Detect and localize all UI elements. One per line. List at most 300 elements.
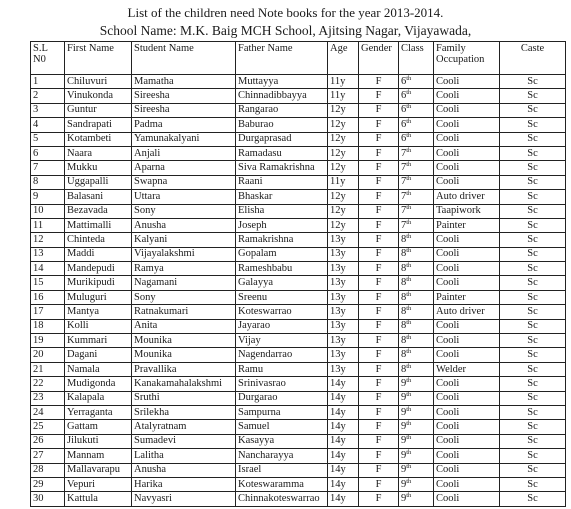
cell-family-occupation: Cooli [434, 233, 500, 247]
cell-caste: Sc [500, 233, 566, 247]
cell-caste: Sc [500, 118, 566, 132]
cell-student-name: Harika [132, 477, 236, 491]
table-row [31, 334, 566, 348]
header-caste: Caste [500, 42, 566, 75]
cell-class [399, 290, 434, 304]
cell-class [399, 75, 434, 89]
cell-father-name: Jayarao [236, 319, 328, 333]
header-father-name: Father Name [236, 42, 328, 75]
cell-father-name: Durgarao [236, 391, 328, 405]
class-suffix: th [406, 161, 412, 169]
class-number: 9 [401, 478, 407, 490]
cell-family-occupation: Cooli [434, 348, 500, 362]
cell-class [399, 420, 434, 434]
cell-age: 12y [328, 103, 359, 117]
cell-first-name: Murikipudi [65, 276, 132, 290]
table-row [31, 319, 566, 333]
class-number: 9 [401, 449, 407, 461]
cell-caste: Sc [500, 89, 566, 103]
class-suffix: th [406, 232, 412, 240]
table-row [31, 190, 566, 204]
cell-student-name: Sireesha [132, 89, 236, 103]
cell-father-name: Nagendarrao [236, 348, 328, 362]
cell-family-occupation: Cooli [434, 276, 500, 290]
cell-caste: Sc [500, 290, 566, 304]
class-number: 7 [401, 205, 407, 217]
cell-gender: F [359, 89, 399, 103]
cell-student-name: Navyasri [132, 492, 236, 506]
cell-father-name: Kasayya [236, 434, 328, 448]
cell-first-name: Gattam [65, 420, 132, 434]
cell-class [399, 305, 434, 319]
cell-student-name: Ramya [132, 262, 236, 276]
class-suffix: th [406, 348, 412, 356]
cell-first-name: Mandepudi [65, 262, 132, 276]
cell-family-occupation: Taapiwork [434, 204, 500, 218]
cell-age: 12y [328, 204, 359, 218]
cell-sl: 6 [31, 146, 65, 160]
cell-class [399, 362, 434, 376]
table-row [31, 276, 566, 290]
cell-class [399, 204, 434, 218]
class-number: 8 [401, 277, 407, 289]
cell-age: 13y [328, 247, 359, 261]
cell-caste: Sc [500, 204, 566, 218]
class-suffix: th [406, 333, 412, 341]
cell-age: 14y [328, 434, 359, 448]
cell-first-name: Kalapala [65, 391, 132, 405]
cell-age: 12y [328, 146, 359, 160]
class-suffix: th [406, 146, 412, 154]
cell-gender: F [359, 190, 399, 204]
class-number: 7 [401, 147, 407, 159]
header-family-occupation: Family Occupation [434, 42, 500, 75]
cell-father-name: Ramadasu [236, 146, 328, 160]
cell-age: 13y [328, 276, 359, 290]
table-row [31, 262, 566, 276]
cell-student-name: Anita [132, 319, 236, 333]
table-row [31, 463, 566, 477]
cell-gender: F [359, 362, 399, 376]
class-suffix: th [406, 247, 412, 255]
cell-caste: Sc [500, 391, 566, 405]
cell-age: 13y [328, 334, 359, 348]
cell-family-occupation: Cooli [434, 391, 500, 405]
cell-caste: Sc [500, 161, 566, 175]
cell-gender: F [359, 175, 399, 189]
cell-age: 12y [328, 118, 359, 132]
class-suffix: th [406, 276, 412, 284]
class-number: 8 [401, 363, 407, 375]
header-sl: S.L N0 [31, 42, 65, 75]
cell-class [399, 449, 434, 463]
cell-gender: F [359, 305, 399, 319]
cell-first-name: Yerraganta [65, 405, 132, 419]
cell-first-name: Naara [65, 146, 132, 160]
class-suffix: th [406, 175, 412, 183]
cell-gender: F [359, 449, 399, 463]
cell-gender: F [359, 204, 399, 218]
table-row [31, 348, 566, 362]
class-number: 9 [401, 392, 407, 404]
cell-age: 14y [328, 492, 359, 506]
class-number: 6 [401, 133, 407, 145]
table-row [31, 434, 566, 448]
cell-family-occupation: Cooli [434, 377, 500, 391]
cell-gender: F [359, 434, 399, 448]
cell-student-name: Uttara [132, 190, 236, 204]
table-row [31, 204, 566, 218]
class-number: 8 [401, 320, 407, 332]
table-row [31, 391, 566, 405]
cell-class [399, 492, 434, 506]
table-row [31, 146, 566, 160]
table-row [31, 103, 566, 117]
cell-family-occupation: Cooli [434, 132, 500, 146]
cell-age: 12y [328, 190, 359, 204]
class-number: 7 [401, 219, 407, 231]
header-age: Age [328, 42, 359, 75]
class-suffix: th [406, 290, 412, 298]
cell-family-occupation: Cooli [434, 434, 500, 448]
cell-first-name: Mattimalli [65, 218, 132, 232]
cell-family-occupation: Cooli [434, 103, 500, 117]
cell-student-name: Mounika [132, 334, 236, 348]
cell-caste: Sc [500, 132, 566, 146]
class-suffix: th [406, 189, 412, 197]
cell-class [399, 218, 434, 232]
table-row [31, 247, 566, 261]
cell-father-name: Durgaprasad [236, 132, 328, 146]
cell-caste: Sc [500, 190, 566, 204]
cell-family-occupation: Cooli [434, 492, 500, 506]
cell-age: 14y [328, 449, 359, 463]
cell-gender: F [359, 391, 399, 405]
cell-father-name: Raani [236, 175, 328, 189]
class-suffix: th [406, 319, 412, 327]
class-suffix: th [406, 304, 412, 312]
cell-age: 13y [328, 290, 359, 304]
cell-age: 13y [328, 362, 359, 376]
cell-caste: Sc [500, 146, 566, 160]
cell-first-name: Bezavada [65, 204, 132, 218]
table-row [31, 118, 566, 132]
cell-sl: 18 [31, 319, 65, 333]
cell-father-name: Vijay [236, 334, 328, 348]
cell-caste: Sc [500, 348, 566, 362]
cell-student-name: Lalitha [132, 449, 236, 463]
cell-first-name: Kattula [65, 492, 132, 506]
header-class: Class [399, 42, 434, 75]
cell-gender: F [359, 377, 399, 391]
cell-family-occupation: Cooli [434, 319, 500, 333]
cell-father-name: Elisha [236, 204, 328, 218]
cell-age: 12y [328, 161, 359, 175]
cell-sl: 26 [31, 434, 65, 448]
class-number: 8 [401, 349, 407, 361]
cell-age: 12y [328, 218, 359, 232]
class-suffix: th [406, 391, 412, 399]
cell-class [399, 477, 434, 491]
cell-family-occupation: Welder [434, 362, 500, 376]
cell-class [399, 161, 434, 175]
cell-class [399, 146, 434, 160]
cell-family-occupation: Cooli [434, 405, 500, 419]
cell-father-name: Nancharayya [236, 449, 328, 463]
cell-father-name: Baburao [236, 118, 328, 132]
class-number: 9 [401, 435, 407, 447]
cell-class [399, 89, 434, 103]
cell-first-name: Chinteda [65, 233, 132, 247]
cell-sl: 23 [31, 391, 65, 405]
class-suffix: th [406, 420, 412, 428]
children-table [30, 41, 566, 507]
cell-gender: F [359, 276, 399, 290]
cell-caste: Sc [500, 449, 566, 463]
cell-student-name: Swapna [132, 175, 236, 189]
cell-father-name: Siva Ramakrishna [236, 161, 328, 175]
class-number: 8 [401, 233, 407, 245]
cell-class [399, 276, 434, 290]
class-number: 6 [401, 75, 407, 87]
class-number: 8 [401, 305, 407, 317]
class-number: 8 [401, 291, 407, 303]
cell-first-name: Kummari [65, 334, 132, 348]
cell-class [399, 247, 434, 261]
table-row [31, 420, 566, 434]
cell-student-name: Sony [132, 290, 236, 304]
cell-caste: Sc [500, 420, 566, 434]
table-row [31, 175, 566, 189]
cell-family-occupation: Cooli [434, 89, 500, 103]
cell-student-name: Atalyratnam [132, 420, 236, 434]
cell-class [399, 175, 434, 189]
cell-sl: 13 [31, 247, 65, 261]
cell-class [399, 391, 434, 405]
cell-first-name: Sandrapati [65, 118, 132, 132]
class-number: 9 [401, 493, 407, 505]
cell-father-name: Muttayya [236, 75, 328, 89]
cell-father-name: Sreenu [236, 290, 328, 304]
cell-caste: Sc [500, 175, 566, 189]
cell-gender: F [359, 103, 399, 117]
cell-class [399, 348, 434, 362]
cell-first-name: Vinukonda [65, 89, 132, 103]
cell-father-name: Srinivasrao [236, 377, 328, 391]
cell-sl: 2 [31, 89, 65, 103]
cell-age: 11y [328, 75, 359, 89]
cell-gender: F [359, 132, 399, 146]
cell-age: 13y [328, 233, 359, 247]
cell-sl: 8 [31, 175, 65, 189]
class-suffix: th [406, 89, 412, 97]
cell-father-name: Samuel [236, 420, 328, 434]
cell-first-name: Mallavarapu [65, 463, 132, 477]
cell-sl: 21 [31, 362, 65, 376]
cell-father-name: Ramu [236, 362, 328, 376]
cell-student-name: Kalyani [132, 233, 236, 247]
table-row [31, 233, 566, 247]
class-number: 7 [401, 176, 407, 188]
cell-sl: 14 [31, 262, 65, 276]
cell-student-name: Aparna [132, 161, 236, 175]
class-number: 8 [401, 248, 407, 260]
cell-sl: 4 [31, 118, 65, 132]
cell-first-name: Muluguri [65, 290, 132, 304]
cell-student-name: Anusha [132, 463, 236, 477]
cell-father-name: Chinnadibbayya [236, 89, 328, 103]
cell-class [399, 405, 434, 419]
cell-father-name: Ramakrishna [236, 233, 328, 247]
class-number: 9 [401, 464, 407, 476]
cell-gender: F [359, 348, 399, 362]
table-row [31, 492, 566, 506]
class-suffix: th [406, 463, 412, 471]
cell-sl: 25 [31, 420, 65, 434]
cell-sl: 16 [31, 290, 65, 304]
cell-student-name: Sruthi [132, 391, 236, 405]
class-number: 6 [401, 90, 407, 102]
cell-father-name: Joseph [236, 218, 328, 232]
class-suffix: th [406, 477, 412, 485]
cell-sl: 30 [31, 492, 65, 506]
table-row [31, 290, 566, 304]
cell-family-occupation: Auto driver [434, 305, 500, 319]
cell-age: 13y [328, 262, 359, 276]
cell-father-name: Galayya [236, 276, 328, 290]
table-row [31, 477, 566, 491]
cell-student-name: Srilekha [132, 405, 236, 419]
cell-student-name: Pravallika [132, 362, 236, 376]
class-number: 9 [401, 377, 407, 389]
cell-age: 13y [328, 319, 359, 333]
class-suffix: th [406, 448, 412, 456]
cell-caste: Sc [500, 492, 566, 506]
cell-gender: F [359, 161, 399, 175]
cell-first-name: Kotambeti [65, 132, 132, 146]
cell-student-name: Mamatha [132, 75, 236, 89]
cell-sl: 22 [31, 377, 65, 391]
cell-caste: Sc [500, 75, 566, 89]
class-number: 8 [401, 262, 407, 274]
cell-caste: Sc [500, 434, 566, 448]
cell-father-name: Chinnakoteswarrao [236, 492, 328, 506]
cell-family-occupation: Cooli [434, 118, 500, 132]
cell-first-name: Uggapalli [65, 175, 132, 189]
table-row [31, 305, 566, 319]
cell-first-name: Chiluvuri [65, 75, 132, 89]
cell-caste: Sc [500, 319, 566, 333]
cell-first-name: Dagani [65, 348, 132, 362]
cell-first-name: Balasani [65, 190, 132, 204]
cell-sl: 11 [31, 218, 65, 232]
class-suffix: th [406, 204, 412, 212]
class-number: 6 [401, 104, 407, 116]
table-row [31, 132, 566, 146]
cell-student-name: Ratnakumari [132, 305, 236, 319]
cell-caste: Sc [500, 262, 566, 276]
cell-student-name: Anusha [132, 218, 236, 232]
cell-gender: F [359, 319, 399, 333]
cell-sl: 29 [31, 477, 65, 491]
cell-sl: 17 [31, 305, 65, 319]
header-student-name: Student Name [132, 42, 236, 75]
cell-student-name: Sireesha [132, 103, 236, 117]
cell-first-name: Maddi [65, 247, 132, 261]
cell-caste: Sc [500, 405, 566, 419]
cell-family-occupation: Cooli [434, 175, 500, 189]
cell-family-occupation: Auto driver [434, 190, 500, 204]
cell-family-occupation: Cooli [434, 449, 500, 463]
cell-family-occupation: Cooli [434, 75, 500, 89]
table-row [31, 161, 566, 175]
class-suffix: th [406, 492, 412, 500]
cell-father-name: Rangarao [236, 103, 328, 117]
class-number: 8 [401, 334, 407, 346]
cell-first-name: Jilukuti [65, 434, 132, 448]
cell-caste: Sc [500, 103, 566, 117]
table-row [31, 405, 566, 419]
cell-caste: Sc [500, 247, 566, 261]
cell-gender: F [359, 420, 399, 434]
cell-first-name: Mukku [65, 161, 132, 175]
cell-student-name: Padma [132, 118, 236, 132]
cell-class [399, 262, 434, 276]
cell-sl: 27 [31, 449, 65, 463]
header-gender: Gender [359, 42, 399, 75]
cell-first-name: Vepuri [65, 477, 132, 491]
cell-sl: 20 [31, 348, 65, 362]
cell-class [399, 463, 434, 477]
cell-gender: F [359, 118, 399, 132]
document-title: List of the children need Note books for the year 2013-2014. [127, 5, 444, 20]
cell-class [399, 377, 434, 391]
cell-age: 11y [328, 89, 359, 103]
class-suffix: th [406, 434, 412, 442]
class-number: 7 [401, 190, 407, 202]
cell-caste: Sc [500, 305, 566, 319]
cell-family-occupation: Cooli [434, 463, 500, 477]
cell-first-name: Mantya [65, 305, 132, 319]
cell-class [399, 103, 434, 117]
cell-student-name: Sumadevi [132, 434, 236, 448]
cell-father-name: Bhaskar [236, 190, 328, 204]
cell-gender: F [359, 218, 399, 232]
cell-student-name: Anjali [132, 146, 236, 160]
cell-gender: F [359, 247, 399, 261]
cell-family-occupation: Painter [434, 290, 500, 304]
cell-gender: F [359, 405, 399, 419]
class-number: 9 [401, 406, 407, 418]
cell-caste: Sc [500, 334, 566, 348]
header-row [31, 42, 566, 75]
class-suffix: th [406, 74, 412, 82]
cell-father-name: Sampurna [236, 405, 328, 419]
class-suffix: th [406, 376, 412, 384]
class-suffix: th [406, 405, 412, 413]
table-row [31, 449, 566, 463]
cell-sl: 24 [31, 405, 65, 419]
cell-age: 14y [328, 477, 359, 491]
cell-family-occupation: Cooli [434, 161, 500, 175]
class-suffix: th [406, 362, 412, 370]
cell-sl: 9 [31, 190, 65, 204]
cell-family-occupation: Cooli [434, 334, 500, 348]
school-name: School Name: M.K. Baig MCH School, Ajitsing Nagar, Vijayawada, [99, 23, 472, 38]
cell-class [399, 319, 434, 333]
class-suffix: th [406, 117, 412, 125]
cell-caste: Sc [500, 377, 566, 391]
